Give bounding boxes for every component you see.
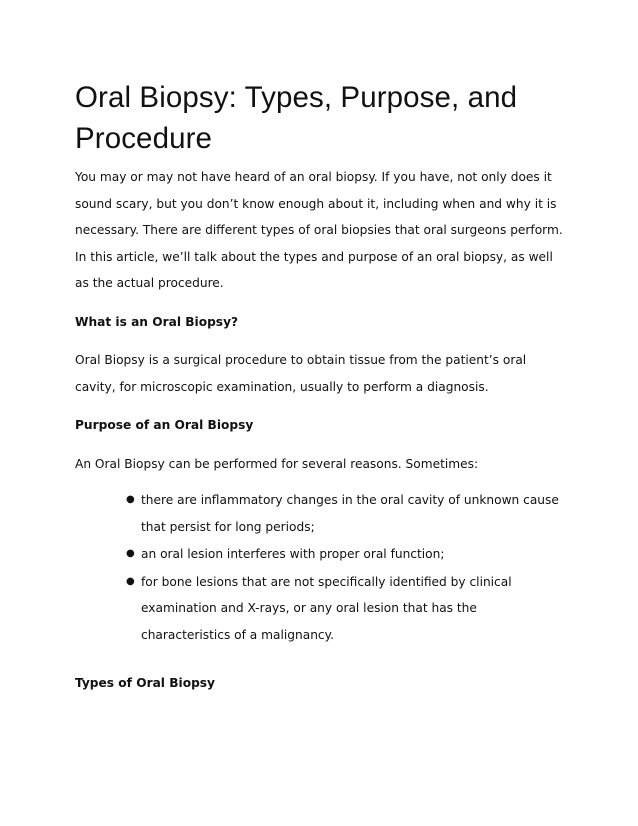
section-heading-what: What is an Oral Biopsy? (75, 314, 239, 329)
purpose-list (75, 487, 565, 648)
document-title: Oral Biopsy: Types, Purpose, and Procedure (75, 81, 518, 155)
list-item (126, 569, 565, 649)
document-body (75, 77, 565, 697)
list-item (126, 541, 565, 568)
list-item-text: for bone lesions that are not specifically identified by clinical examination and X-rays, or any oral lesion that has the characteristics of a malignancy. (141, 574, 512, 642)
section-heading-purpose: Purpose of an Oral Biopsy (75, 418, 254, 432)
list-item-text: there are inflammatory changes in the oral cavity of unknown cause that persist for long periods; (141, 493, 559, 534)
definition-paragraph: Oral Biopsy is a surgical procedure to obtain tissue from the patient’s oral cavity, for microscopic examination, usually to perform a diagnosis. (75, 353, 527, 394)
bullet-icon: ● (126, 575, 135, 587)
bullet-icon: ● (126, 548, 135, 559)
section-heading-types: Types of Oral Biopsy (75, 676, 215, 690)
list-item (126, 487, 565, 540)
bullet-icon: ● (126, 494, 135, 505)
intro-paragraph: You may or may not have heard of an oral biopsy. If you have, not only does it sound scary, but you don’t know enough about it, including when and why it is necessary. There are different types of oral biopsies that oral surgeons perform. In this article, we’ll talk about the types and purpose of an oral biopsy, as well as the actual procedure. (75, 170, 563, 290)
list-item-text: an oral lesion interferes with proper oral function; (141, 547, 445, 561)
purpose-paragraph: An Oral Biopsy can be performed for several reasons. Sometimes: (75, 456, 479, 471)
